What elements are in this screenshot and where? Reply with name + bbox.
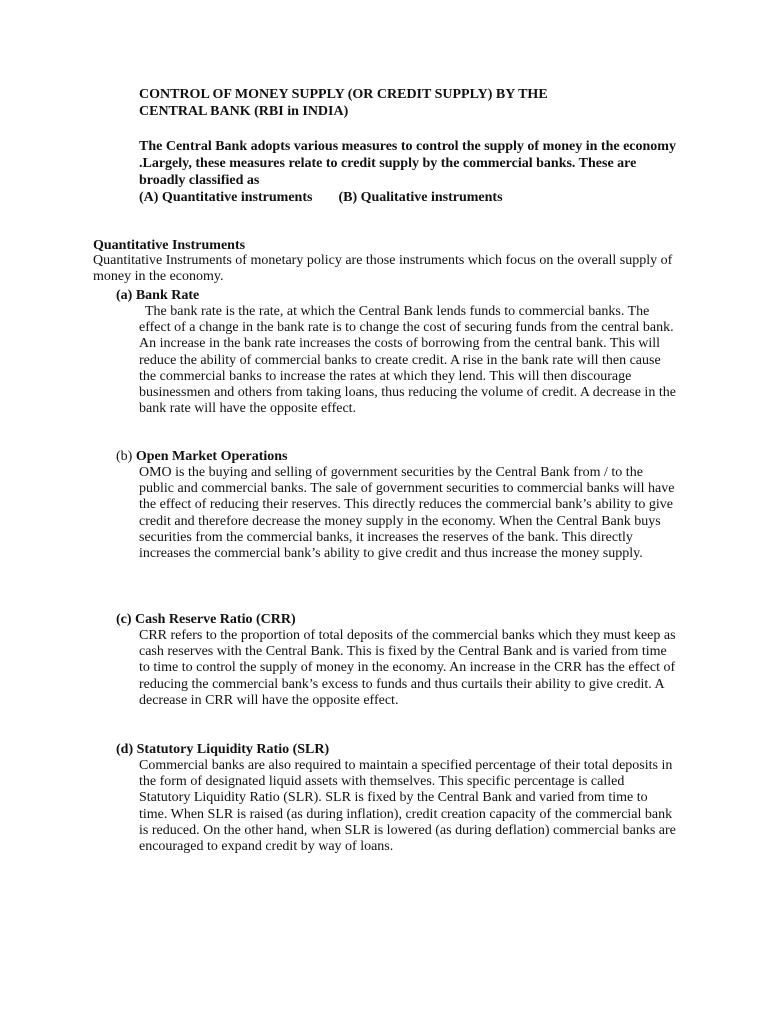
item-statutory-liquidity-ratio bbox=[116, 741, 681, 855]
item-heading bbox=[116, 287, 681, 304]
item-heading bbox=[116, 611, 681, 628]
item-heading bbox=[116, 741, 681, 758]
item-heading bbox=[116, 448, 681, 465]
option-quantitative: (A) Quantitative instruments bbox=[139, 190, 313, 205]
item-body: The bank rate is the rate, at which the Central Bank lends funds to commercial banks. The effect of a change in the bank rate is to change the cost of securing funds from the central bank. An increase in the bank rate increases the costs of borrowing from the central bank. This will reduce the ability of commercial banks to create credit. A rise in the bank rate will then cause the commercial banks to increase the rates at which they lend. This will then discourage businessmen and others from taking loans, thus reducing the volume of credit. A decrease in the bank rate will have the opposite effect. bbox=[139, 304, 676, 417]
item-body: Commercial banks are also required to maintain a specified percentage of their total deposits in the form of designated liquid assets with themselves. This specific percentage is called Statutory Liquidity Ratio (SLR). SLR is fixed by the Central Bank and varied from time to time. When SLR is raised (as during inflation), credit creation capacity of the commercial bank is reduced. On the other hand, when SLR is lowered (as during deflation) commercial banks are encouraged to expand credit by way of loans. bbox=[139, 758, 676, 855]
instrument-options bbox=[139, 189, 679, 206]
intro-text: The Central Bank adopts various measures to control the supply of money in the economy .Largely, these measures relate to credit supply by the commercial banks. These are broadly classified as bbox=[139, 139, 676, 188]
item-label: (d) bbox=[116, 742, 134, 757]
item-title: Bank Rate bbox=[135, 288, 200, 303]
item-cash-reserve-ratio bbox=[116, 611, 681, 709]
section-description: Quantitative Instruments of monetary policy are those instruments which focus on the overall supply of money in the economy. bbox=[93, 253, 673, 284]
item-bank-rate bbox=[116, 287, 681, 417]
item-title: Cash Reserve Ratio (CRR) bbox=[135, 612, 296, 627]
item-body: CRR refers to the proportion of total deposits of the commercial banks which they must keep as cash reserves with the Central Bank. This is fixed by the Central Bank and is varied from time to time to control the supply of money in the economy. An increase in the CRR has the effect of reducing the commercial bank’s excess to funds and thus curtails their ability to give credit. A decrease in CRR will have the opposite effect. bbox=[139, 628, 676, 708]
item-label: (b) bbox=[116, 449, 133, 464]
document-title: CONTROL OF MONEY SUPPLY (OR CREDIT SUPPLY) BY THE CENTRAL BANK (RBI in INDIA) bbox=[139, 87, 548, 119]
item-label: (a) bbox=[116, 288, 133, 303]
item-label: (c) bbox=[116, 612, 132, 627]
item-title: Open Market Operations bbox=[135, 449, 288, 464]
intro-paragraph bbox=[139, 138, 679, 206]
item-title: Statutory Liquidity Ratio (SLR) bbox=[136, 742, 330, 757]
item-open-market-operations bbox=[116, 448, 681, 562]
section-heading: Quantitative Instruments bbox=[93, 238, 246, 253]
option-qualitative: (B) Qualitative instruments bbox=[338, 190, 503, 205]
item-body: OMO is the buying and selling of government securities by the Central Bank from / to the public and commercial banks. The sale of government securities to commercial banks will have the effect of reducing their reserves. This directly reduces the commercial bank’s ability to give credit and therefore decrease the money supply in the economy. When the Central Bank buys securities from the commercial banks, it increases the reserves of the bank. This directly increases the commercial bank’s ability to give credit and thus increase the money supply. bbox=[139, 465, 675, 562]
